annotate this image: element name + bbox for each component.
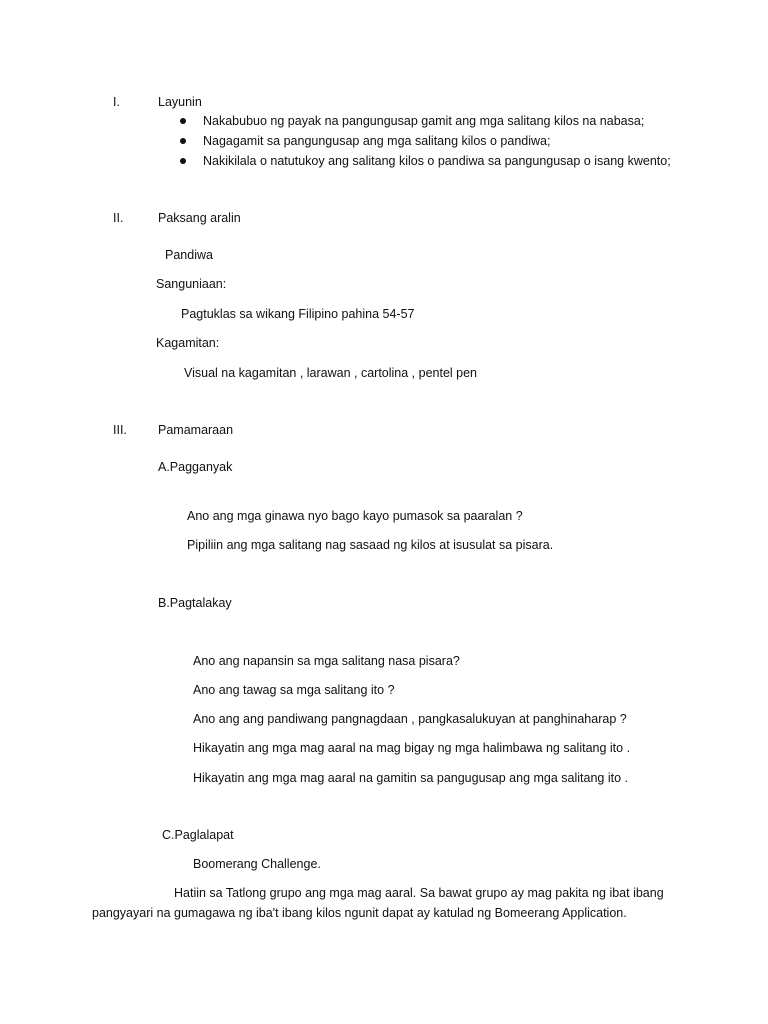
objectives-list xyxy=(180,113,671,173)
objective-text: Nagagamit sa pangungusap ang mga salitang kilos o pandiwa; xyxy=(203,134,551,148)
list-item xyxy=(180,133,671,153)
part-c-paragraph-line: pangyayari na gumagawa ng iba't ibang kilos ngunit dapat ay katulad ng Bomeerang Application. xyxy=(92,906,627,920)
part-b-heading: B.Pagtalakay xyxy=(158,596,232,610)
bullet-icon xyxy=(180,118,186,124)
part-b-line: Hikayatin ang mga mag aaral na gamitin sa pangugusap ang mga salitang ito . xyxy=(193,771,628,785)
bullet-icon xyxy=(180,138,186,144)
materials-text: Visual na kagamitan , larawan , cartolina , pentel pen xyxy=(184,366,478,380)
references-text: Pagtuklas sa wikang Filipino pahina 54-57 xyxy=(181,307,415,321)
part-b-line: Ano ang napansin sa mga salitang nasa pisara? xyxy=(193,654,460,668)
materials-label: Kagamitan: xyxy=(156,336,220,350)
section-1-numeral: I. xyxy=(113,95,120,109)
part-a-line: Pipiliin ang mga salitang nag sasaad ng kilos at isusulat sa pisara. xyxy=(187,538,554,552)
section-2-numeral: II. xyxy=(113,211,124,225)
part-a-line: Ano ang mga ginawa nyo bago kayo pumasok sa paaralan ? xyxy=(187,509,523,523)
part-b-line: Hikayatin ang mga mag aaral na mag bigay ng mga halimbawa ng salitang ito . xyxy=(193,741,631,755)
part-b-line: Ano ang tawag sa mga salitang ito ? xyxy=(193,683,395,697)
list-item xyxy=(180,113,671,133)
objective-text: Nakikilala o natutukoy ang salitang kilos o pandiwa sa pangungusap o isang kwento; xyxy=(203,154,671,168)
part-b-line: Ano ang ang pandiwang pangnagdaan , pangkasalukuyan at panghinaharap ? xyxy=(193,712,627,726)
part-a-heading: A.Pagganyak xyxy=(158,460,233,474)
part-c-paragraph-line: Hatiin sa Tatlong grupo ang mga mag aaral. Sa bawat grupo ay mag pakita ng ibat ibang xyxy=(174,886,664,900)
section-2-title: Paksang aralin xyxy=(158,211,241,225)
section-1-title: Layunin xyxy=(158,95,202,109)
topic: Pandiwa xyxy=(165,248,213,262)
section-3-numeral: III. xyxy=(113,423,127,437)
references-label: Sanguniaan: xyxy=(156,277,227,291)
list-item xyxy=(180,153,671,173)
part-c-activity: Boomerang Challenge. xyxy=(193,857,321,871)
objective-text: Nakabubuo ng payak na pangungusap gamit ang mga salitang kilos na nabasa; xyxy=(203,114,645,128)
bullet-icon xyxy=(180,158,186,164)
section-3-title: Pamamaraan xyxy=(158,423,234,437)
part-c-heading: C.Paglalapat xyxy=(162,828,234,842)
